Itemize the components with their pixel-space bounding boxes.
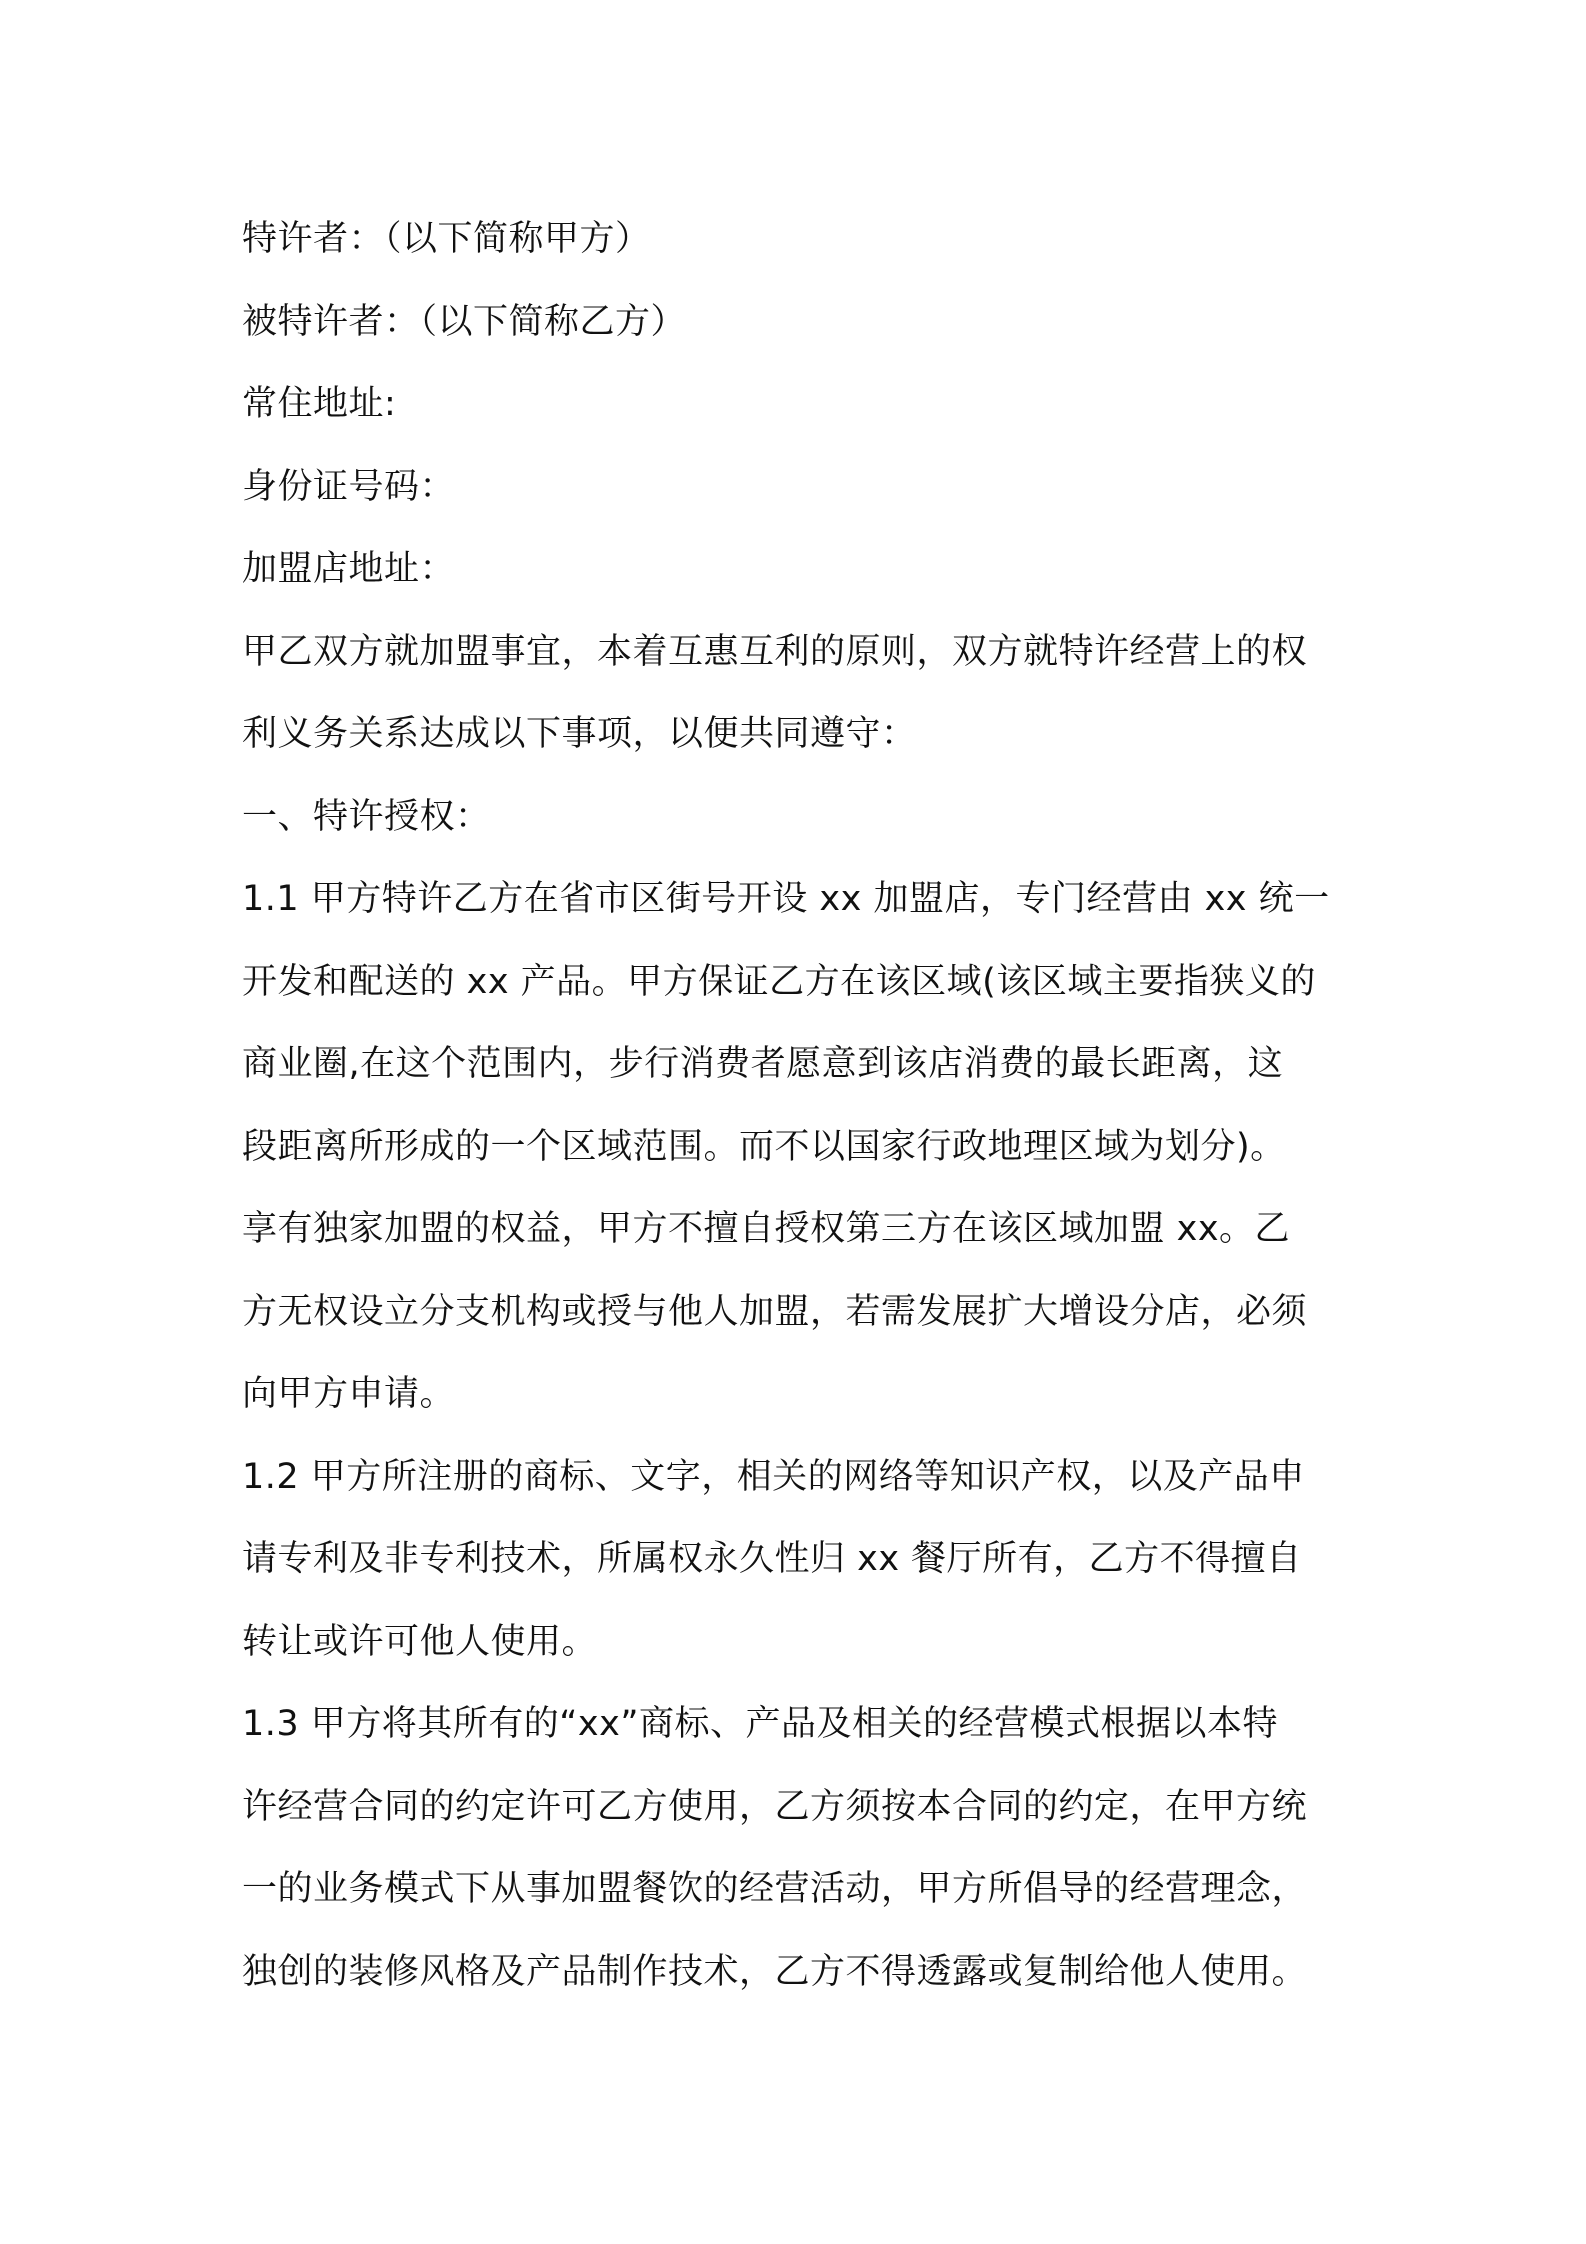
clause-1-1-line: 开发和配送的 xx 产品。甲方保证乙方在该区域(该区域主要指狭义的 (242, 961, 1316, 1002)
section-title: 一、特许授权： (242, 796, 491, 837)
clause-1-1-line: 方无权设立分支机构或授与他人加盟，若需发展扩大增设分店，必须 (242, 1291, 1308, 1332)
clause-1-1-line: 享有独家加盟的权益，甲方不擅自授权第三方在该区域加盟 xx。乙 (242, 1209, 1291, 1249)
clause-1-1-line: 1.1 甲方特许乙方在省市区街号开设 xx 加盟店，专门经营由 xx 统一 (242, 879, 1330, 919)
clause-1-2-line: 请专利及非专利技术，所属权永久性归 xx 餐厅所有，乙方不得擅自 (242, 1539, 1302, 1579)
clause-1-1-line: 段距离所形成的一个区域范围。而不以国家行政地理区域为划分)。 (242, 1126, 1286, 1167)
clause-1-3-line: 一的业务模式下从事加盟餐饮的经营活动，甲方所倡导的经营理念， (242, 1869, 1308, 1909)
intro-line: 甲乙双方就加盟事宜，本着互惠互利的原则，双方就特许经营上的权 (242, 631, 1308, 672)
clause-1-3-line: 许经营合同的约定许可乙方使用，乙方须按本合同的约定，在甲方统 (242, 1786, 1308, 1827)
clause-1-3-line: 1.3 甲方将其所有的“xx”商标、产品及相关的经营模式根据以本特 (242, 1704, 1278, 1744)
franchisor-field: 特许者：（以下简称甲方） (242, 219, 651, 259)
id-number-field: 身份证号码： (242, 466, 456, 507)
document-body (242, 198, 1362, 2013)
clause-1-3-line: 独创的装修风格及产品制作技术，乙方不得透露或复制给他人使用。 (242, 1951, 1308, 1992)
clause-1-1-line: 商业圈,在这个范围内，步行消费者愿意到该店消费的最长距离，这 (242, 1044, 1284, 1084)
clause-1-2-line: 1.2 甲方所注册的商标、文字，相关的网络等知识产权，以及产品申 (242, 1456, 1305, 1497)
franchisee-field: 被特许者：（以下简称乙方） (242, 301, 687, 342)
clause-1-1-line: 向甲方申请。 (242, 1374, 456, 1414)
clause-1-2-line: 转让或许可他人使用。 (242, 1621, 598, 1662)
intro-line: 利义务关系达成以下事项，以便共同遵守： (242, 714, 917, 754)
residence-address-field: 常住地址: (242, 384, 397, 424)
store-address-field: 加盟店地址： (242, 549, 456, 589)
